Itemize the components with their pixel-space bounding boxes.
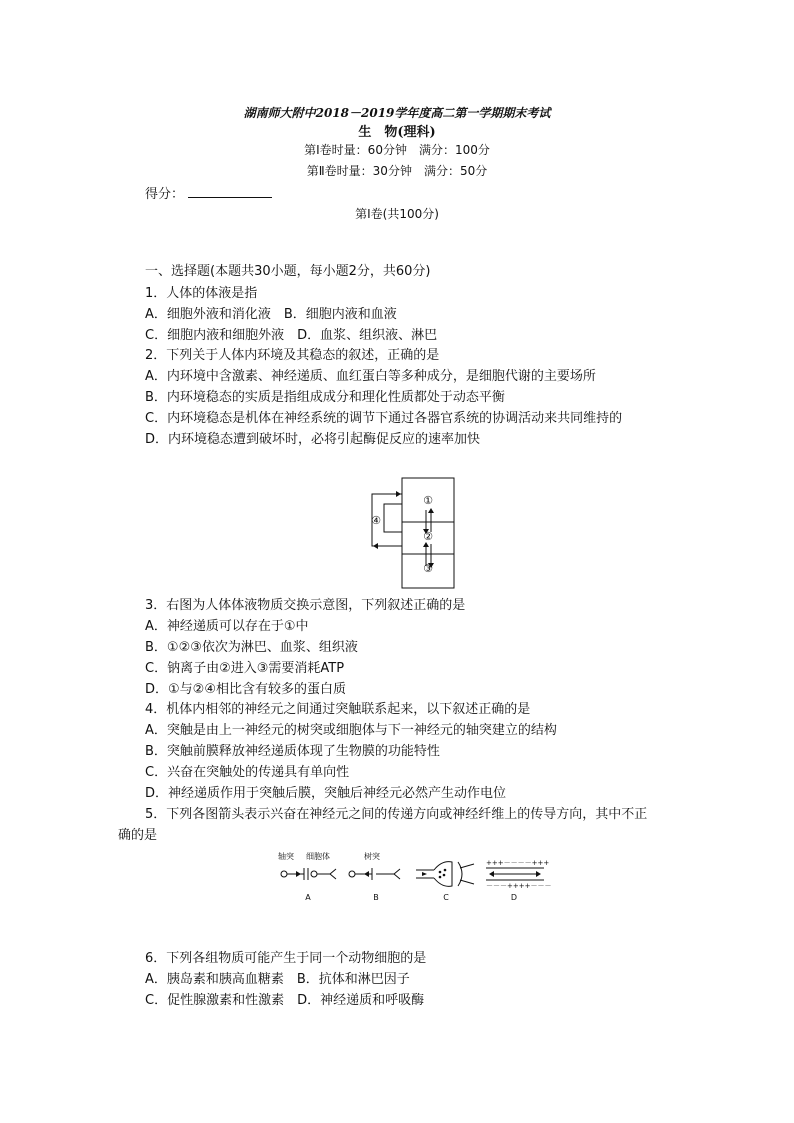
exam-time-part2: 第Ⅱ卷时量：30分钟 满分：50分 xyxy=(306,164,488,178)
q6-stem: 6．下列各组物质可能产生于同一个动物细胞的是 xyxy=(145,951,427,966)
label-compartment-3: ③ xyxy=(423,562,433,575)
q4-option-b: B．突触前膜释放神经递质体现了生物膜的功能特性 xyxy=(145,744,440,759)
q2-stem: 2．下列关于人体内环境及其稳态的叙述，正确的是 xyxy=(145,348,440,363)
d-membrane-bottom-charges: －－－++++－－－ xyxy=(486,882,552,890)
body-fluid-exchange-diagram xyxy=(360,474,460,590)
label-axon: 轴突 xyxy=(278,852,294,861)
figure-b-neurons xyxy=(349,868,400,880)
figure-label-d: D xyxy=(510,893,518,902)
q4-option-d: D．神经递质作用于突触后膜，突触后神经元必然产生动作电位 xyxy=(145,786,507,801)
q3-stem: 3．右图为人体体液物质交换示意图，下列叙述正确的是 xyxy=(145,598,466,613)
label-compartment-2: ② xyxy=(423,530,433,543)
q6-options-ab: A．胰岛素和胰高血糖素 B．抗体和淋巴因子 xyxy=(145,972,410,987)
compartment-4-box xyxy=(384,504,402,532)
label-compartment-1: ① xyxy=(423,494,433,507)
exam-title: 湖南师大附中2018－2019学年度高二第一学期期末考试 xyxy=(243,106,551,120)
exam-subject: 生 物(理科) xyxy=(358,125,436,140)
label-soma: 细胞体 xyxy=(306,852,330,861)
score-label: 得分： xyxy=(145,187,185,202)
d-membrane-top-charges: +++－－－－+++ xyxy=(486,859,550,867)
q3-option-b: B．①②③依次为淋巴、血浆、组织液 xyxy=(145,640,358,655)
part-heading: 第Ⅰ卷(共100分) xyxy=(355,207,439,221)
q4-stem: 4．机体内相邻的神经元之间通过突触联系起来，以下叙述正确的是 xyxy=(145,702,531,717)
q3-option-a: A．神经递质可以存在于①中 xyxy=(145,619,309,634)
q6-options-cd: C．促性腺激素和性激素 D．神经递质和呼吸酶 xyxy=(145,993,425,1008)
q5-stem-line2: 确的是 xyxy=(118,828,158,843)
q2-option-a: A．内环境中含激素、神经递质、血红蛋白等多种成分，是细胞代谢的主要场所 xyxy=(145,369,596,384)
score-blank-line[interactable] xyxy=(188,197,272,198)
figure-a-neurons xyxy=(281,868,336,880)
q1-options-ab: A．细胞外液和消化液 B．细胞内液和血液 xyxy=(145,307,397,322)
nerve-conduction-figures xyxy=(274,848,554,904)
q2-option-c: C．内环境稳态是机体在神经系统的调节下通过各器官系统的协调活动来共同维持的 xyxy=(145,411,623,426)
label-dendrite: 树突 xyxy=(364,852,380,861)
q1-options-cd: C．细胞内液和细胞外液 D．血浆、组织液、淋巴 xyxy=(145,328,438,343)
exam-time-part1: 第Ⅰ卷时量：60分钟 满分：100分 xyxy=(304,143,490,157)
q4-option-c: C．兴奋在突触处的传递具有单向性 xyxy=(145,765,350,780)
label-compartment-4: ④ xyxy=(371,514,381,527)
figure-label-a: A xyxy=(305,893,311,902)
q2-option-d: D．内环境稳态遭到破坏时，必将引起酶促反应的速率加快 xyxy=(145,432,481,447)
figure-d-fiber xyxy=(486,868,544,880)
figure-label-c: C xyxy=(443,893,449,902)
section-heading: 一、选择题(本题共30小题，每小题2分，共60分) xyxy=(145,264,431,279)
q3-option-c: C．钠离子由②进入③需要消耗ATP xyxy=(145,661,345,676)
q4-option-a: A．突触是由上一神经元的树突或细胞体与下一神经元的轴突建立的结构 xyxy=(145,723,557,738)
q2-option-b: B．内环境稳态的实质是指组成成分和理化性质都处于动态平衡 xyxy=(145,390,505,405)
q3-option-d: D．①与②④相比含有较多的蛋白质 xyxy=(145,682,346,697)
q1-stem: 1．人体的体液是指 xyxy=(145,286,258,301)
figure-label-b: B xyxy=(373,893,379,902)
q5-stem-line1: 5．下列各图箭头表示兴奋在神经元之间的传递方向或神经纤维上的传导方向，其中不正 xyxy=(145,807,648,822)
